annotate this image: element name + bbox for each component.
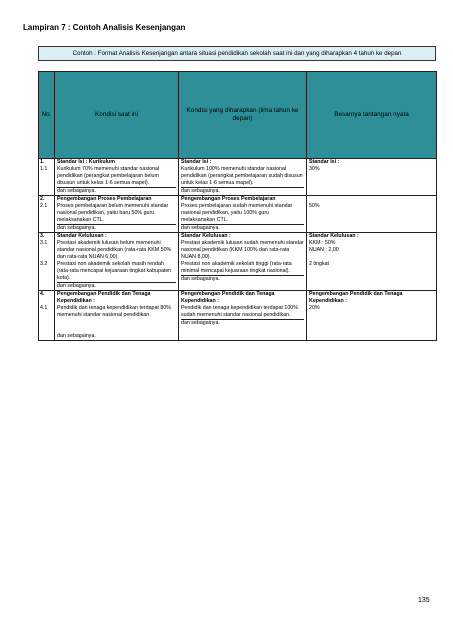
- section-heading-gap: Standar Isi :: [307, 159, 437, 166]
- expected-text: Kurikulum 100% memenuhi standar nasional pendidikan (perangkat pembelajaran sudah disusun untuk kelas 1-6 semua mapel).: [181, 165, 303, 186]
- section-3-heading: [39, 232, 437, 239]
- header-no: No.: [39, 72, 55, 159]
- current-text: Kurikulum 70% memenuhi standar nasional pendidikan (perangkat pembelajaran belum disusun untuk kelas 1-6 semua mapel).: [57, 165, 160, 186]
- etc-text: dan sebagainya.: [57, 187, 176, 195]
- section-4-heading: [39, 290, 437, 304]
- gap-kkm-text: KKM : 50% NUAN : 2,00: [309, 239, 339, 253]
- current-text: Proses pembelajaran belum memenuhi standar nasional pendidikan, yaitu baru 50% guru melaksanakan CTL.: [57, 202, 169, 223]
- etc-text: dan sebagainya.: [57, 332, 96, 339]
- section-number: 1.: [39, 159, 55, 166]
- section-heading-current: Pengembangan Proses Pembelajaran: [55, 195, 179, 202]
- cell-current: [55, 261, 179, 290]
- row-number: 2.1: [39, 203, 55, 232]
- row-number: 4.1: [39, 305, 55, 340]
- cell-expected: [179, 203, 307, 232]
- expected-text: Pendidik dan tenaga kependidikan terdapat 100% sudah memenuhi standar nasional pendidikan.: [181, 304, 298, 318]
- header-gap: Besarnya tantangan nyata: [307, 72, 437, 159]
- row-number: 3.1: [39, 240, 55, 261]
- cell-expected: Prestasi akademik lulusan sudah memenuhi standar nasional pendidikan (KKM 100% dan rata-rata NUAN 8,00).: [179, 240, 307, 261]
- page-number: 135: [418, 597, 430, 604]
- cell-gap: 50%: [307, 203, 437, 232]
- cell-gap: 2 tingkat: [307, 261, 437, 290]
- expected-text: Prestasi non akademik sekolah tinggi (rata-rata minimal mencapai kejuaraan tingkat nasional).: [181, 260, 292, 274]
- current-text: Pendidik dan tenaga kependidikan terdapat 80% memenuhi standar nasional pendidikan.: [57, 304, 171, 318]
- cell-current: [55, 166, 179, 195]
- section-heading-current: Standar Isi : Kurikulum: [55, 159, 179, 166]
- etc-text: dan sebagainya.: [57, 282, 176, 290]
- section-heading-gap: [307, 195, 437, 202]
- etc-text: dan sebagainya.: [57, 224, 176, 232]
- section-heading-gap: Standar Kelulusan :: [307, 232, 437, 239]
- section-heading-current: Standar Kelulusan :: [55, 232, 179, 239]
- table-row: [39, 166, 437, 195]
- cell-current: [55, 203, 179, 232]
- row-number: 3.2: [39, 261, 55, 290]
- expected-text: Proses pembelajaran sudah memenuhi standar nasional pendidikan, yaitu 100% guru melaksanakan CTL.: [181, 202, 293, 223]
- cell-expected: [179, 261, 307, 290]
- section-heading-current: Pengembangan Pendidik dan Tenaga Kependidikan :: [55, 290, 179, 304]
- cell-gap: 20%: [307, 305, 437, 340]
- etc-text: dan sebagainya.: [181, 275, 304, 283]
- table-row: [39, 261, 437, 290]
- etc-text: dan sebagainya.: [181, 187, 304, 195]
- section-heading-expected: Standar Kelulusan :: [179, 232, 307, 239]
- table-caption: Contoh : Format Analisis Kesenjangan antara situasi pendidikan sekolah saat ini dan yang diharapkan 4 tahun ke depan: [38, 46, 436, 61]
- etc-text: dan sebagainya.: [181, 319, 304, 327]
- section-1-heading: [39, 159, 437, 166]
- table-row: [39, 305, 437, 340]
- page-title: Lampiran 7 : Contoh Analisis Kesenjangan: [23, 23, 186, 32]
- section-number: 4.: [39, 290, 55, 304]
- section-number: 3.: [39, 232, 55, 239]
- cell-expected: [179, 305, 307, 340]
- section-heading-gap: Pengembangan Pendidik dan Tenaga Kependidikan :: [307, 290, 437, 304]
- cell-current: Prestasi akademik lulusan belum memenuhi standar nasional pendidikan (rata-rata KKM 50% dan rata-rata NUAN 6,00).: [55, 240, 179, 261]
- section-heading-expected: Standar Isi :: [179, 159, 307, 166]
- row-number: 1.1: [39, 166, 55, 195]
- section-heading-expected: Pengembangan Proses Pembelajaran: [179, 195, 307, 202]
- table-row: [39, 203, 437, 232]
- gap-analysis-table: [38, 71, 437, 341]
- cell-gap: 30%: [307, 166, 437, 195]
- etc-text: dan sebagainya.: [181, 224, 304, 232]
- cell-gap: [307, 240, 437, 261]
- current-text: Prestasi non akademik sekolah masih rendah (rata-rata mencapai kejuaraan tingkat kabupaten kota).: [57, 260, 172, 281]
- section-number: 2.: [39, 195, 55, 202]
- header-expected: Kondisi yang diharapkan (lima tahun ke depan): [179, 72, 307, 159]
- section-2-heading: [39, 195, 437, 202]
- table-row: [39, 240, 437, 261]
- header-current: Kondisi saat ini: [55, 72, 179, 159]
- cell-expected: [179, 166, 307, 195]
- header-row: [39, 72, 437, 159]
- cell-current: [55, 305, 179, 340]
- section-heading-expected: Pengembangan Pendidik dan Tenaga Kependidikan :: [179, 290, 307, 304]
